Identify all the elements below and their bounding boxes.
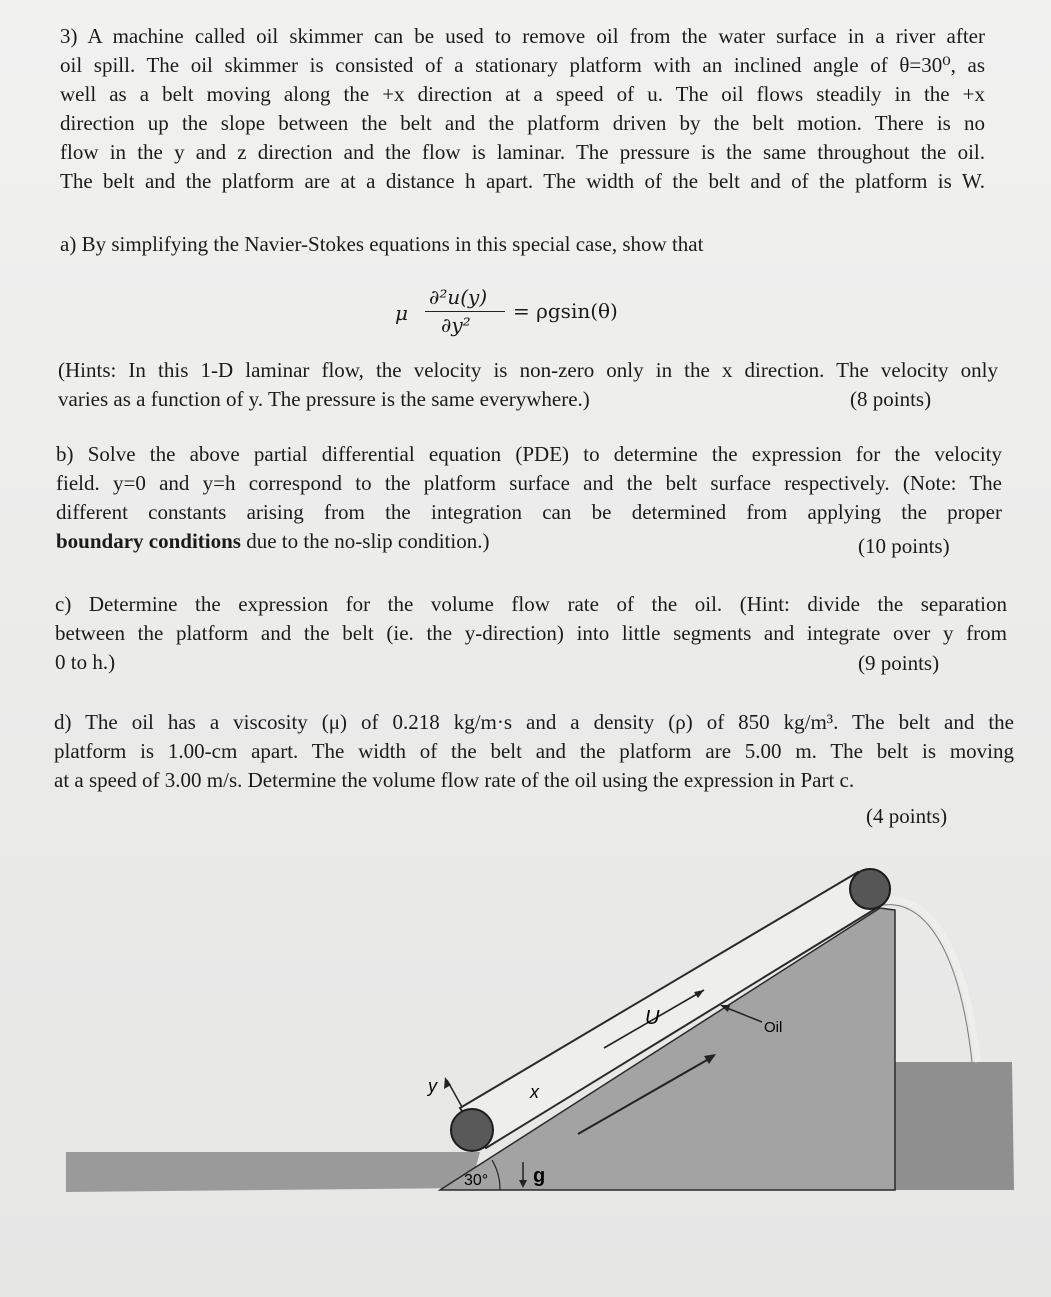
bottom-roller	[451, 1109, 493, 1151]
part-b-line-1: b) Solve the above partial differential equation (PDE) to determine the expression for the velocity	[56, 442, 1002, 466]
inclined-platform	[440, 908, 895, 1190]
part-c-line-1: c) Determine the expression for the volume flow rate of the oil. (Hint: divide the separation	[55, 592, 1007, 616]
equation-denominator: ∂y²	[441, 313, 471, 337]
problem-line-1: 3) A machine called oil skimmer can be used to remove oil from the water surface in a river after	[60, 24, 985, 48]
problem-line-2: oil spill. The oil skimmer is consisted of a stationary platform with an inclined angle of θ=30⁰, as	[60, 53, 985, 77]
label-y: y	[428, 1076, 437, 1096]
label-angle: 30°	[464, 1172, 489, 1189]
top-roller	[850, 869, 890, 909]
part-b-points: (10 points)	[858, 534, 950, 558]
part-a-points: (8 points)	[850, 387, 932, 411]
label-oil: Oil	[764, 1019, 783, 1036]
problem-line-4: direction up the slope between the belt and the platform driven by the belt motion. There is no	[60, 111, 985, 135]
problem-line-5: flow in the y and z direction and the flow is laminar. The pressure is the same throughout the oil.	[60, 140, 985, 164]
part-b-line-4: boundary conditions due to the no-slip condition.)	[56, 529, 490, 553]
part-d-line-3: at a speed of 3.00 m/s. Determine the volume flow rate of the oil using the expression in Part c.	[54, 768, 855, 792]
part-a-intro: a) By simplifying the Navier-Stokes equations in this special case, show that	[60, 232, 704, 256]
oil-stream	[882, 900, 978, 1062]
ground-strip	[66, 1152, 480, 1192]
water-region	[895, 1062, 1014, 1190]
part-c-points: (9 points)	[858, 651, 940, 675]
part-d-line-2: platform is 1.00-cm apart. The width of the belt and the platform are 5.00 m. The belt is moving	[54, 739, 1014, 763]
part-b-line-2: field. y=0 and y=h correspond to the platform surface and the belt surface respectively. (Note: The	[56, 471, 1002, 495]
label-g: g	[533, 1165, 546, 1187]
part-d-points: (4 points)	[866, 804, 948, 828]
part-d-line-1: d) The oil has a viscosity (μ) of 0.218 kg/m·s and a density (ρ) of 850 kg/m³. The belt and the	[54, 710, 1014, 734]
hint-line-2: varies as a function of y. The pressure is the same everywhere.)	[58, 387, 590, 411]
label-u: U	[645, 1007, 660, 1029]
hint-line-1: (Hints: In this 1-D laminar flow, the velocity is non-zero only in the x direction. The velocity only	[58, 358, 998, 382]
problem-line-3: well as a belt moving along the +x direction at a speed of u. The oil flows steadily in the +x	[60, 82, 985, 106]
equation-rhs: = ρgsin(θ)	[513, 299, 618, 323]
problem-line-6: The belt and the platform are at a distance h apart. The width of the belt and of the platform is W.	[60, 169, 985, 193]
equation-mu: μ	[395, 301, 408, 325]
equation-numerator: ∂²u(y)	[429, 285, 488, 309]
part-c-line-3: 0 to h.)	[55, 650, 116, 674]
part-c-line-2: between the platform and the belt (ie. the y-direction) into little segments and integrate over y from	[55, 621, 1007, 645]
label-x: x	[530, 1082, 539, 1102]
part-b-line-3: different constants arising from the integration can be determined from applying the proper	[56, 500, 1002, 524]
